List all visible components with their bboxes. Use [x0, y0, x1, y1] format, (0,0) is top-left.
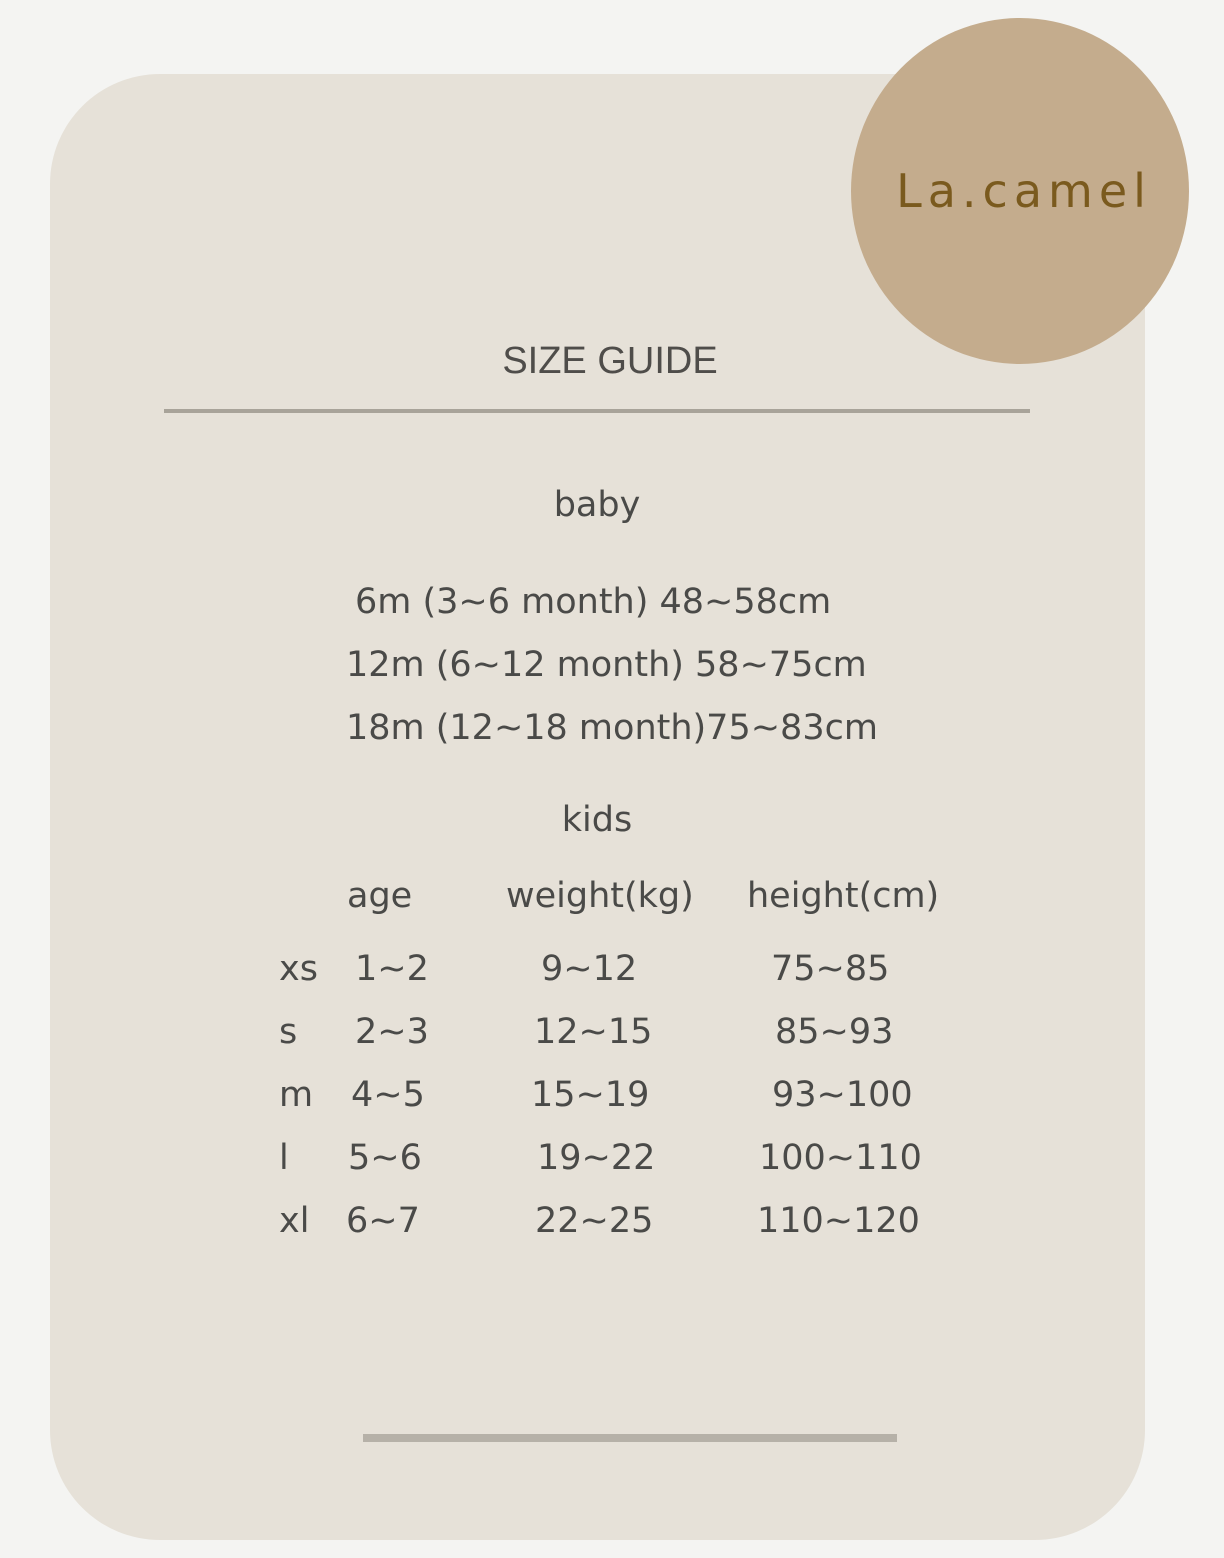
age-cell: 1~2	[355, 949, 429, 989]
weight-cell: 9~12	[541, 949, 638, 989]
size-label: xl	[279, 1201, 310, 1241]
column-header-height: height(cm)	[747, 876, 940, 916]
size-label: m	[279, 1075, 314, 1115]
height-cell: 100~110	[759, 1138, 922, 1178]
weight-cell: 12~15	[534, 1012, 653, 1052]
size-label: l	[279, 1138, 289, 1178]
baby-heading: baby	[553, 485, 641, 525]
page-title: SIZE GUIDE	[502, 340, 718, 382]
column-header-weight: weight(kg)	[506, 876, 694, 916]
age-cell: 4~5	[351, 1075, 425, 1115]
height-cell: 93~100	[772, 1075, 913, 1115]
column-header-age: age	[347, 876, 413, 916]
age-cell: 5~6	[348, 1138, 422, 1178]
weight-cell: 22~25	[535, 1201, 654, 1241]
footer-divider	[363, 1434, 897, 1442]
height-cell: 110~120	[757, 1201, 920, 1241]
title-divider	[164, 409, 1030, 413]
baby-row: 18m (12~18 month)75~83cm	[346, 708, 878, 748]
size-label: s	[279, 1012, 298, 1052]
brand-logo-text: La.camel	[896, 164, 1152, 218]
brand-badge	[851, 18, 1189, 364]
weight-cell: 19~22	[537, 1138, 656, 1178]
baby-row: 6m (3~6 month) 48~58cm	[355, 582, 832, 622]
age-cell: 2~3	[355, 1012, 429, 1052]
size-label: xs	[279, 949, 318, 989]
height-cell: 85~93	[775, 1012, 894, 1052]
weight-cell: 15~19	[531, 1075, 650, 1115]
height-cell: 75~85	[771, 949, 890, 989]
baby-row: 12m (6~12 month) 58~75cm	[346, 645, 867, 685]
kids-heading: kids	[561, 800, 633, 840]
age-cell: 6~7	[346, 1201, 420, 1241]
